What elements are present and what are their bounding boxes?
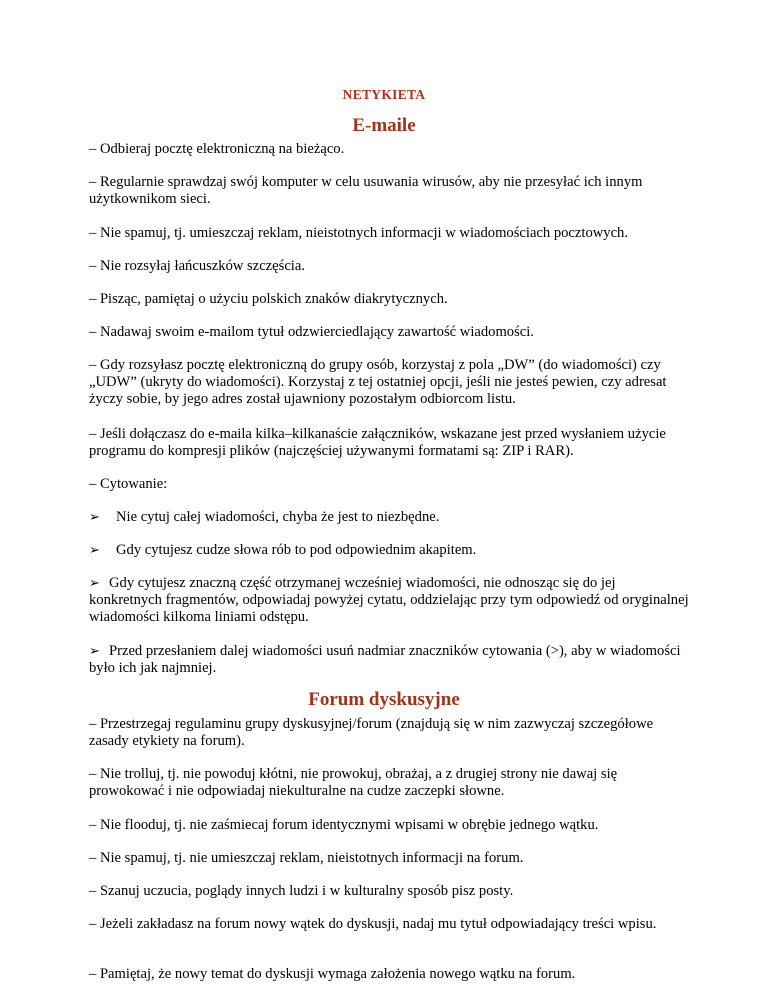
forum-paragraph-3: – Nie flooduj, tj. nie zaśmiecaj forum identycznymi wpisami w obrębie jednego wątku.	[89, 817, 599, 833]
email-paragraph-6: – Nadawaj swoim e-mailom tytuł odzwierciedlający zawartość wiadomości.	[89, 324, 534, 340]
arrow-bullet-icon: ➢	[89, 576, 100, 591]
forum-paragraph-7: – Pamiętaj, że nowy temat do dyskusji wymaga założenia nowego wątku na forum.	[89, 966, 576, 982]
forum-paragraph-1: – Przestrzegaj regulaminu grupy dyskusyjnej/forum (znajdują się w nim zazwyczaj szczegółowe zasady etykiety na forum).	[89, 716, 654, 749]
email-paragraph-4: – Nie rozsyłaj łańcuszków szczęścia.	[89, 258, 305, 274]
forum-paragraph-6: – Jeżeli zakładasz na forum nowy wątek do dyskusji, nadaj mu tytuł odpowiadający treści wpisu.	[89, 916, 657, 932]
forum-paragraph-2: – Nie trolluj, tj. nie powoduj kłótni, nie prowokuj, obrażaj, a z drugiej strony nie dawaj się prowokować i nie odpowiadaj niekulturalne na cudze zaczepki słowne.	[89, 766, 618, 799]
quoting-bullet-text: Gdy cytujesz cudze słowa rób to pod odpowiednim akapitem.	[116, 542, 477, 558]
email-paragraph-7: – Gdy rozsyłasz pocztę elektroniczną do grupy osób, korzystaj z pola „DW” (do wiadomości) czy „UDW” (ukryty do wiadomości). Korzystaj z tej ostatniej opcji, jeśli nie jesteś pewien, czy adresat życzy sobie, by jego adres został ujawniony pozostałym odbiorcom listu.	[89, 357, 667, 407]
arrow-bullet-icon: ➢	[89, 510, 100, 525]
quoting-bullet-4	[89, 643, 689, 677]
email-paragraph-quoting: – Cytowanie:	[89, 476, 168, 492]
section-heading-emails: E-maile	[352, 115, 416, 136]
quoting-bullet-2	[89, 542, 689, 559]
arrow-bullet-icon: ➢	[89, 644, 100, 659]
email-paragraph-1: – Odbieraj pocztę elektroniczną na bieżąco.	[89, 141, 345, 157]
email-paragraph-5: – Pisząc, pamiętaj o użyciu polskich znaków diakrytycznych.	[89, 291, 448, 307]
quoting-bullet-3	[89, 575, 689, 626]
email-paragraph-3: – Nie spamuj, tj. umieszczaj reklam, nieistotnych informacji w wiadomościach pocztowych.	[89, 225, 628, 241]
forum-paragraph-5: – Szanuj uczucia, poglądy innych ludzi i w kulturalny sposób pisz posty.	[89, 883, 514, 899]
section-heading-forum: Forum dyskusyjne	[308, 689, 460, 710]
quoting-bullet-text: Przed przesłaniem dalej wiadomości usuń nadmiar znaczników cytowania (>), aby w wiadomości było ich jak najmniej.	[89, 643, 681, 676]
quoting-bullet-text: Gdy cytujesz znaczną część otrzymanej wcześniej wiadomości, nie odnosząc się do jej konkretnych fragmentów, odpowiadaj powyżej cytatu, oddzielając przy tym odpowiedź od oryginalnej wiadomości kilkoma liniami odstępu.	[89, 575, 689, 625]
email-paragraph-2: – Regularnie sprawdzaj swój komputer w celu usuwania wirusów, aby nie przesyłać ich innym użytkownikom sieci.	[89, 174, 643, 207]
quoting-bullet-1	[89, 509, 689, 526]
arrow-bullet-icon: ➢	[89, 543, 100, 558]
document-title: NETYKIETA	[342, 87, 426, 102]
forum-paragraph-4: – Nie spamuj, tj. nie umieszczaj reklam, nieistotnych informacji na forum.	[89, 850, 524, 866]
email-paragraph-8: – Jeśli dołączasz do e-maila kilka–kilkanaście załączników, wskazane jest przed wysłaniem użycie programu do kompresji plików (najczęściej używanymi formatami są: ZIP i RAR).	[89, 426, 666, 459]
quoting-bullet-text: Nie cytuj całej wiadomości, chyba że jest to niezbędne.	[116, 509, 440, 525]
